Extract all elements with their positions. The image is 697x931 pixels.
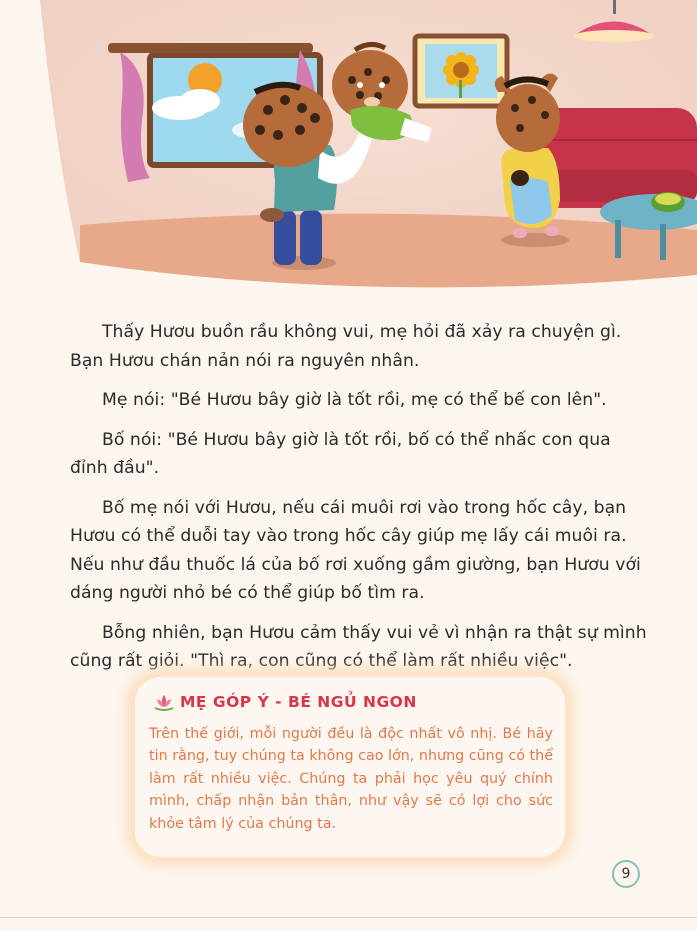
page-number: 9: [612, 860, 640, 888]
story-paragraph-1: Thấy Hươu buồn rầu không vui, mẹ hỏi đã xảy ra chuyện gì. Bạn Hươu chán nản nói ra nguyên nhân.: [70, 322, 622, 371]
tip-title-text: MẸ GÓP Ý - BÉ NGỦ NGON: [180, 693, 417, 711]
story-paragraph-2: Mẹ nói: "Bé Hươu bây giờ là tốt rồi, mẹ có thể bế con lên".: [102, 390, 607, 410]
story-paragraph-5: Bỗng nhiên, bạn Hươu cảm thấy vui vẻ vì nhận ra thật sự mình cũng rất giỏi. "Thì ra, con cũng có thể làm rất nhiều việc".: [70, 622, 647, 671]
story-paragraph-3: Bố nói: "Bé Hươu bây giờ là tốt rồi, bố có thể nhấc con qua đỉnh đầu".: [70, 429, 611, 478]
bottom-divider: [0, 917, 697, 918]
tip-text: Trên thế giới, mỗi người đều là độc nhất vô nhị. Bé hãy tin rằng, tuy chúng ta không cao lớn, nhưng cũng có thể làm rất nhiều việc. Chúng ta phải học yêu quý chính mình, chấp nhận bản thân, như vậy sẽ có lợi cho sức khỏe tâm lý của chúng ta.: [149, 726, 553, 832]
sunflower-picture: [415, 36, 507, 106]
lotus-icon: [153, 693, 175, 711]
story-paragraph-4: Bố mẹ nói với Hươu, nếu cái muôi rơi vào trong hốc cây, bạn Hươu có thể duỗi tay vào trong hốc cây giúp mẹ lấy cái muôi ra. Nếu như đầu thuốc lá của bố rơi xuống gầm giường, bạn Hươu với dáng người nhỏ bé có thể giúp bố tìm ra.: [70, 497, 641, 603]
tip-title: [153, 693, 417, 711]
parent-tip-box: [135, 677, 565, 857]
story-illustration: [0, 0, 697, 300]
story-text: [70, 318, 650, 687]
